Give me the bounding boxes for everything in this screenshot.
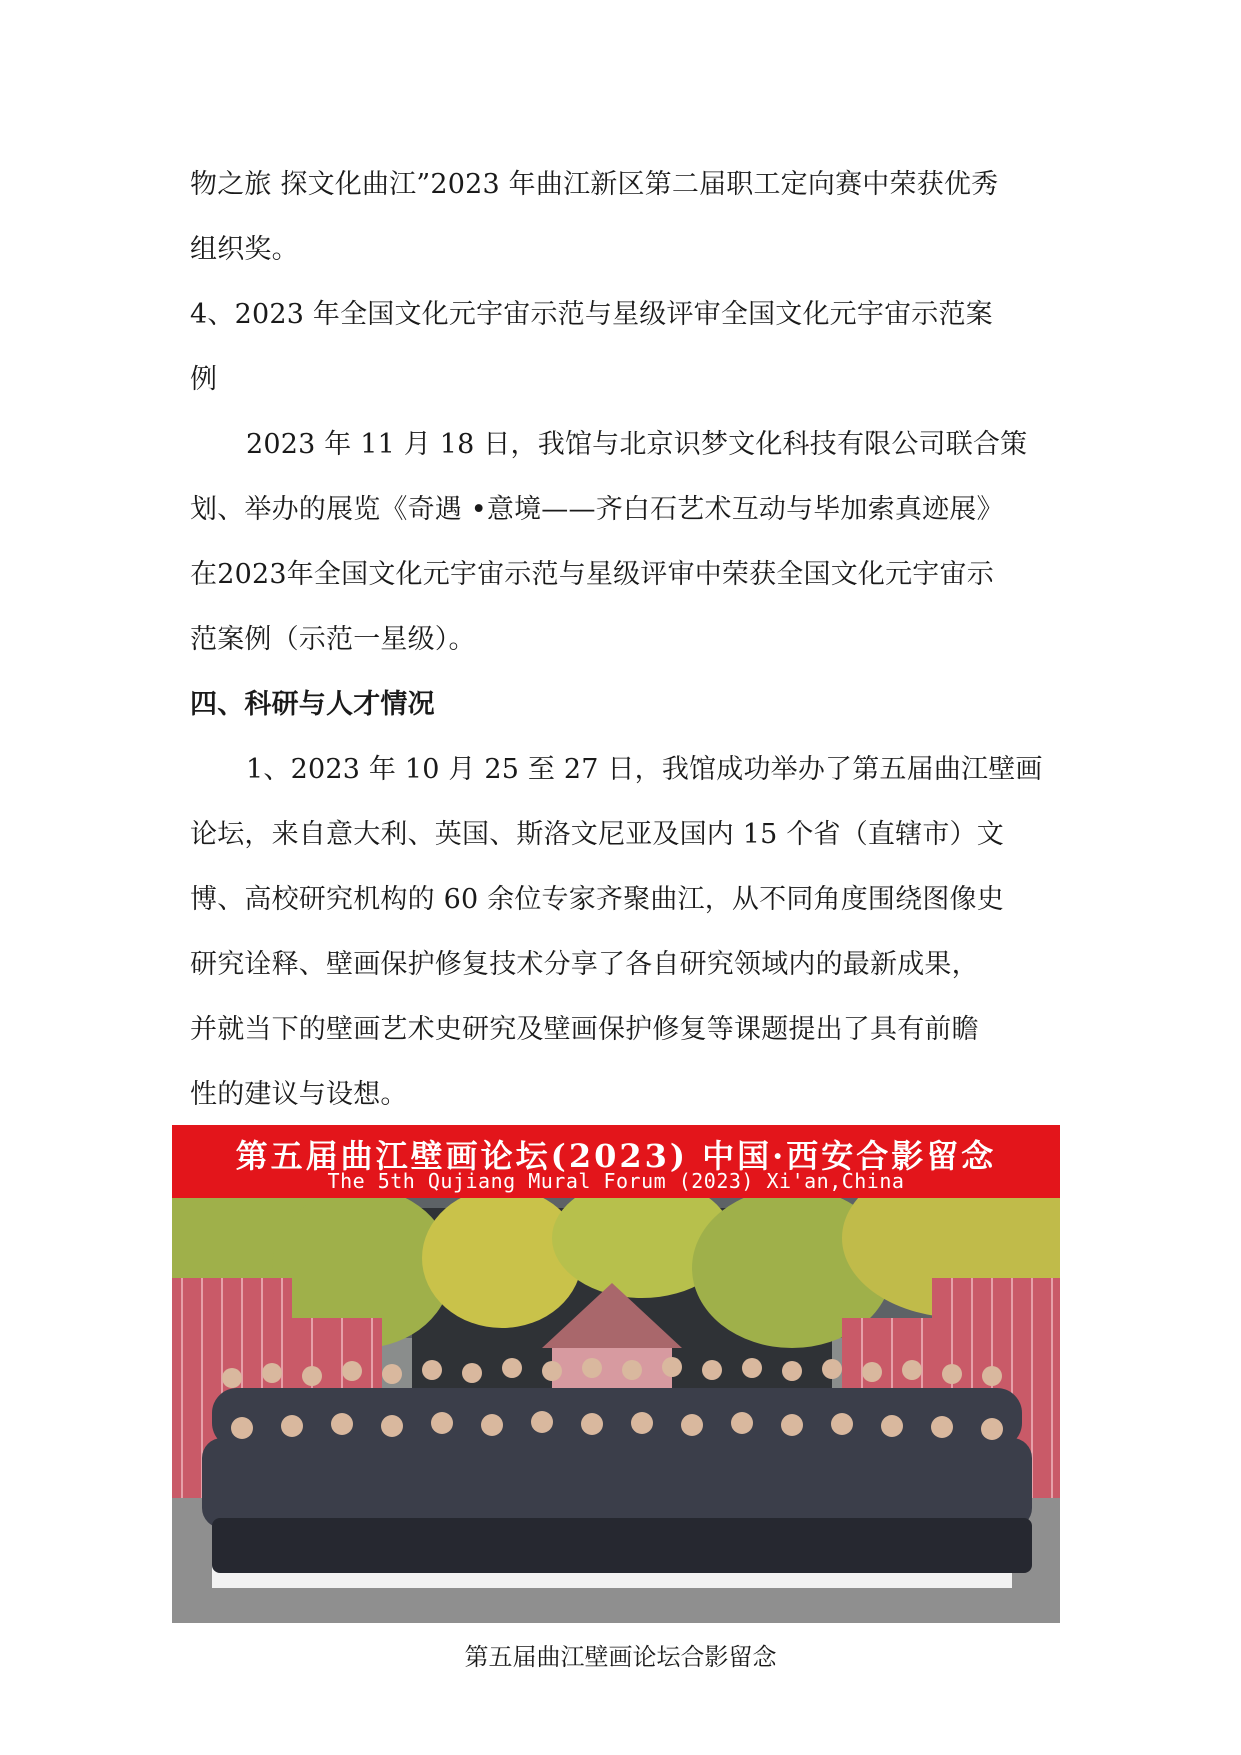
paragraph-line: 论坛，来自意大利、英国、斯洛文尼亚及国内 15 个省（直辖市）文	[190, 819, 1004, 850]
paragraph-line: 并就当下的壁画艺术史研究及壁画保护修复等课题提出了具有前瞻	[190, 1014, 979, 1045]
list-item-title: 例	[190, 364, 218, 395]
paragraph-line: 博、高校研究机构的 60 余位专家齐聚曲江，从不同角度围绕图像史	[190, 884, 1004, 915]
list-item-title: 4、2023 年全国文化元宇宙示范与星级评审全国文化元宇宙示范案	[190, 299, 993, 330]
section-heading: 四、科研与人才情况	[190, 689, 435, 720]
paragraph-line: 组织奖。	[190, 234, 299, 265]
group-photo	[172, 1125, 1060, 1623]
banner-title-cn: 第五届曲江壁画论坛(2023) 中国·西安合影留念	[235, 1137, 997, 1175]
group-photo-scene	[172, 1198, 1060, 1623]
photo-banner	[172, 1125, 1060, 1198]
paragraph-line: 在2023年全国文化元宇宙示范与星级评审中荣获全国文化元宇宙示	[190, 559, 994, 590]
paragraph-line: 范案例（示范一星级）。	[190, 624, 476, 655]
paragraph-line: 2023 年 11 月 18 日，我馆与北京识梦文化科技有限公司联合策	[246, 429, 1028, 460]
paragraph-line: 性的建议与设想。	[190, 1079, 408, 1110]
photo-caption: 第五届曲江壁画论坛合影留念	[464, 1643, 777, 1671]
paragraph-line: 物之旅 探文化曲江”2023 年曲江新区第二届职工定向赛中荣获优秀	[190, 169, 999, 200]
paragraph-line: 研究诠释、壁画保护修复技术分享了各自研究领域内的最新成果，	[190, 949, 979, 980]
paragraph-line: 划、举办的展览《奇遇 •意境——齐白石艺术互动与毕加索真迹展》	[190, 494, 1004, 525]
paragraph-line: 1、2023 年 10 月 25 至 27 日，我馆成功举办了第五届曲江壁画	[246, 754, 1043, 785]
banner-title-en: The 5th Qujiang Mural Forum (2023) Xi'an,China	[327, 1169, 905, 1193]
